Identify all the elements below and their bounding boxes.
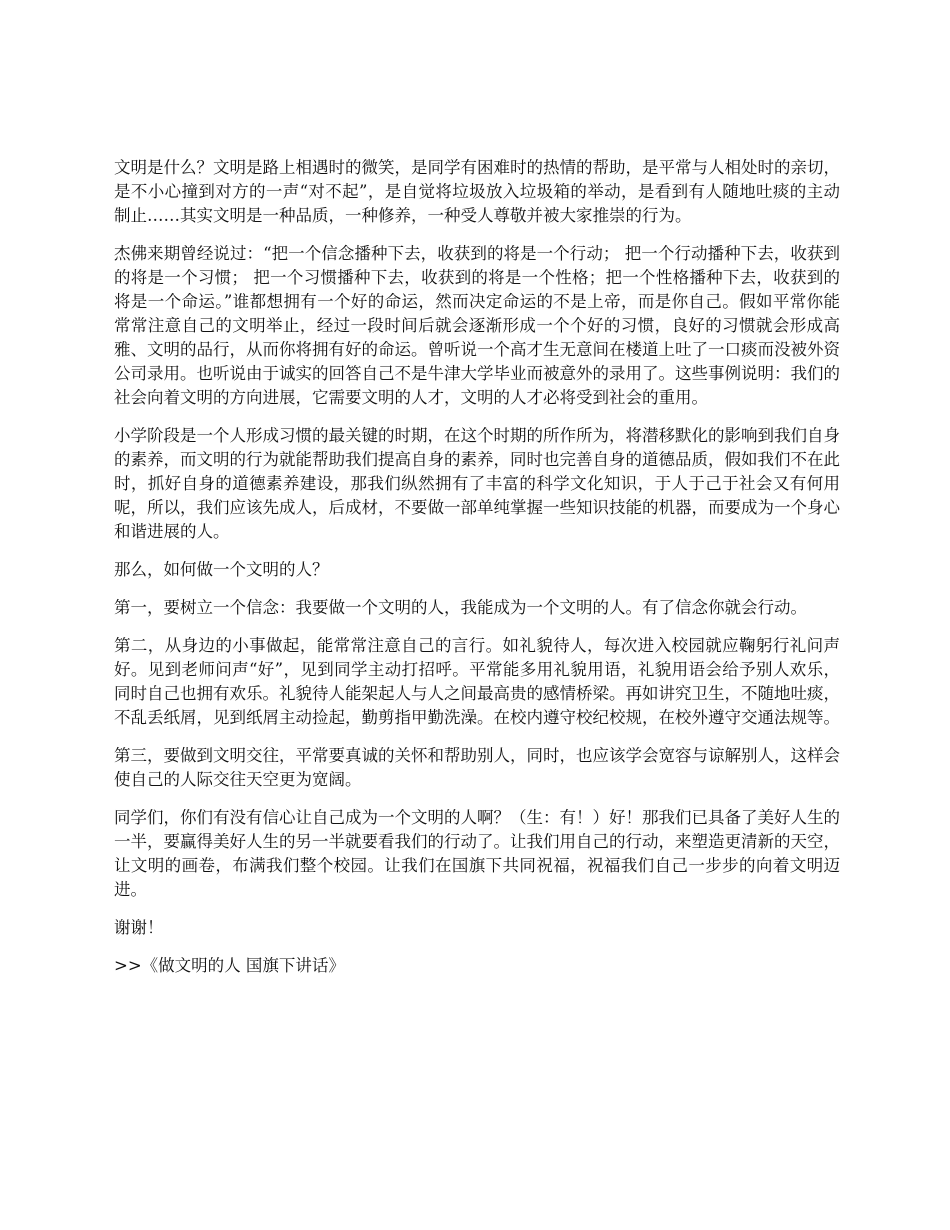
paragraph-point-three: 第三，要做到文明交往，平常要真诚的关怀和帮助别人，同时，也应该学会宽容与谅解别人，这样会使自己的人际交往天空更为宽阔。 [114,746,840,789]
paragraph-closing: 同学们，你们有没有信心让自己成为一个文明的人啊？（生：有！）好！那我们已具备了美好人生的一半，要赢得美好人生的另一半就要看我们的行动了。让我们用自己的行动，来塑造更清新的天空，让文明的画卷，布满我们整个校园。让我们在国旗下共同祝福，祝福我们自己一步步的向着文明迈进。 [114,808,840,899]
paragraph-primary-school: 小学阶段是一个人形成习惯的最关键的时期，在这个时期的所作所为，将潜移默化的影响到我们自身的素养，而文明的行为就能帮助我们提高自身的素养，同时也完善自身的道德品质，假如我们不在此时，抓好自身的道德素养建设，那我们纵然拥有了丰富的科学文化知识，于人于己于社会又有何用呢，所以，我们应该先成人，后成材，不要做一部单纯掌握一些知识技能的机器，而要成为一个身心和谐进展的人。 [114,426,840,541]
paragraph-thanks: 谢谢！ [114,918,164,937]
paragraph-question: 那么，如何做一个文明的人？ [114,560,329,579]
related-article-link[interactable]: >>《做文明的人 国旗下讲话》 [114,956,345,975]
document-body [114,156,840,978]
paragraph-quote-habits: 杰佛来期曾经说过：“把一个信念播种下去，收获到的将是一个行动； 把一个行动播种下去，收获到的将是一个习惯； 把一个习惯播种下去，收获到的将是一个性格；把一个性格播种下去，收获到的将是一个命运。”谁都想拥有一个好的命运，然而决定命运的不是上帝，而是你自己。假如平常你能常常注意自己的文明举止，经过一段时间后就会逐渐形成一个个好的习惯，良好的习惯就会形成高雅、文明的品行，从而你将拥有好的命运。曾听说一个高才生无意间在楼道上吐了一口痰而没被外资公司录用。也听说由于诚实的回答自己不是牛津大学毕业而被意外的录用了。这些事例说明：我们的社会向着文明的方向进展，它需要文明的人才，文明的人才必将受到社会的重用。 [114,244,840,407]
paragraph-point-one: 第一，要树立一个信念：我要做一个文明的人，我能成为一个文明的人。有了信念你就会行动。 [114,598,807,617]
paragraph-what-is-civility: 文明是什么？文明是路上相遇时的微笑，是同学有困难时的热情的帮助，是平常与人相处时的亲切，是不小心撞到对方的一声“对不起”，是自觉将垃圾放入垃圾箱的举动，是看到有人随地吐痰的主动制止……其实文明是一种品质，一种修养，一种受人尊敬并被大家推崇的行为。 [114,158,840,225]
paragraph-point-two: 第二，从身边的小事做起，能常常注意自己的言行。如礼貌待人，每次进入校园就应鞠躬行礼问声好。见到老师问声“好”，见到同学主动打招呼。平常能多用礼貌用语，礼貌用语会给予别人欢乐，同时自己也拥有欢乐。礼貌待人能架起人与人之间最高贵的感情桥梁。再如讲究卫生，不随地吐痰，不乱丢纸屑，见到纸屑主动捡起，勤剪指甲勤洗澡。在校内遵守校纪校规，在校外遵守交通法规等。 [114,636,840,727]
